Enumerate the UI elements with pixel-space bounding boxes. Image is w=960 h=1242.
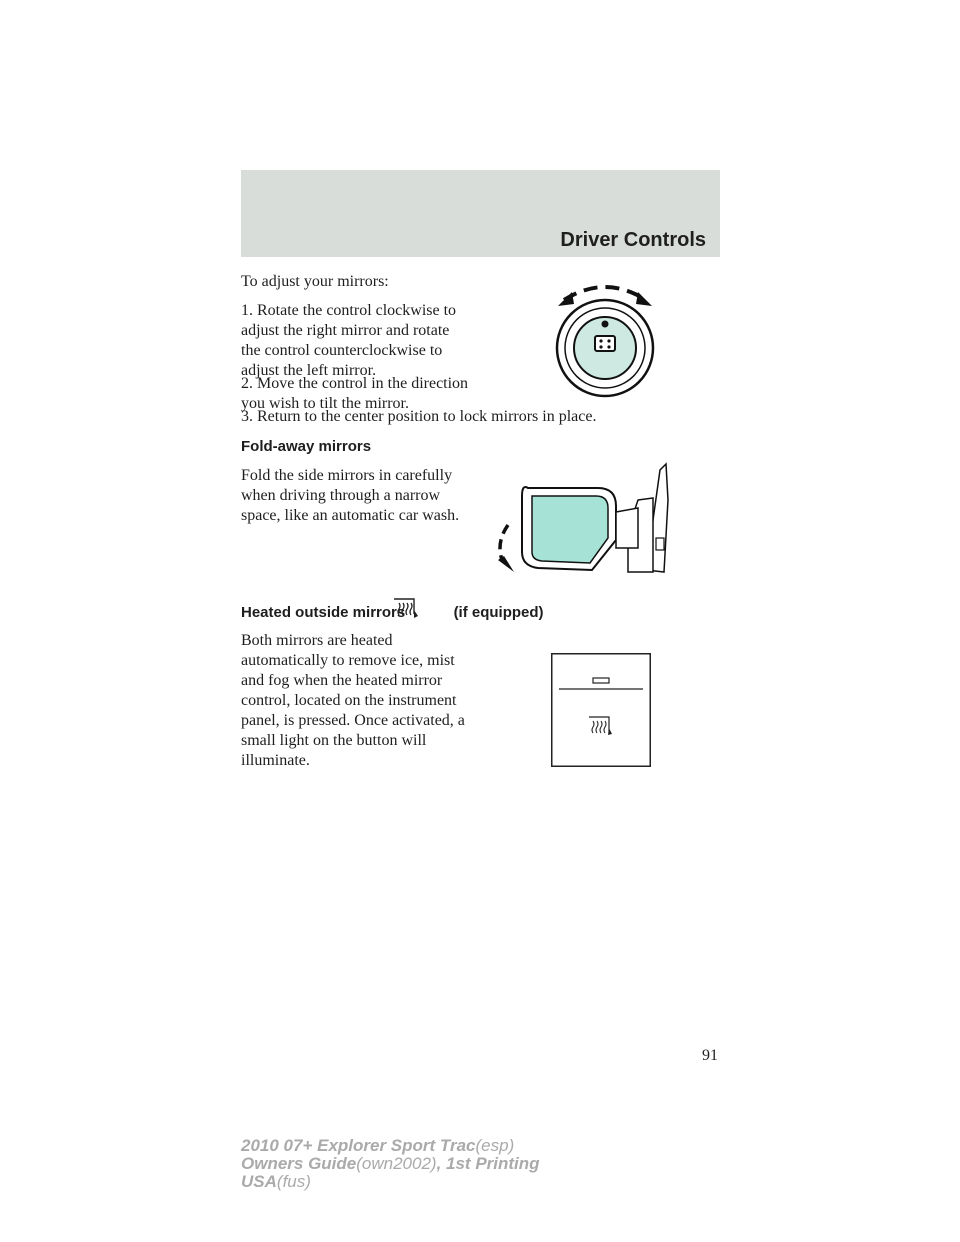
header-band bbox=[241, 170, 720, 257]
page-number: 91 bbox=[702, 1047, 718, 1064]
heated-body: Both mirrors are heated automatically to remove ice, mist and fog when the heated mirror control, located on the instrument panel, is pressed. Once activated, a small light on the button will illuminate. bbox=[241, 632, 465, 769]
step-3-text: 3. Return to the center position to lock mirrors in place. bbox=[241, 408, 597, 425]
folding-mirror-icon bbox=[488, 460, 672, 582]
step-2-text: 2. Move the control in the direction you wish to tilt the mirror. bbox=[241, 375, 469, 412]
intro-text: To adjust your mirrors: bbox=[241, 273, 389, 290]
heated-heading-suffix: (if equipped) bbox=[453, 604, 544, 621]
footer-info: 2010 07+ Explorer Sport Trac(esp) Owners Guide(own2002), 1st Printing USA(fus) bbox=[241, 1136, 540, 1191]
foldaway-body: Fold the side mirrors in carefully when driving through a narrow space, like an automatic car wash. bbox=[241, 467, 460, 524]
heated-heading-prefix: Heated outside mirrors bbox=[241, 604, 406, 621]
mirror-control-knob-icon bbox=[550, 268, 660, 400]
foldaway-heading: Fold-away mirrors bbox=[241, 438, 372, 455]
step-1-text: 1. Rotate the control clockwise to adjust the right mirror and rotate the control counterclockwise to adjust the left mirror. bbox=[241, 302, 457, 379]
heated-mirror-button-panel bbox=[551, 653, 651, 767]
section-title: Driver Controls bbox=[560, 229, 706, 251]
heated-mirror-icon bbox=[392, 596, 420, 620]
